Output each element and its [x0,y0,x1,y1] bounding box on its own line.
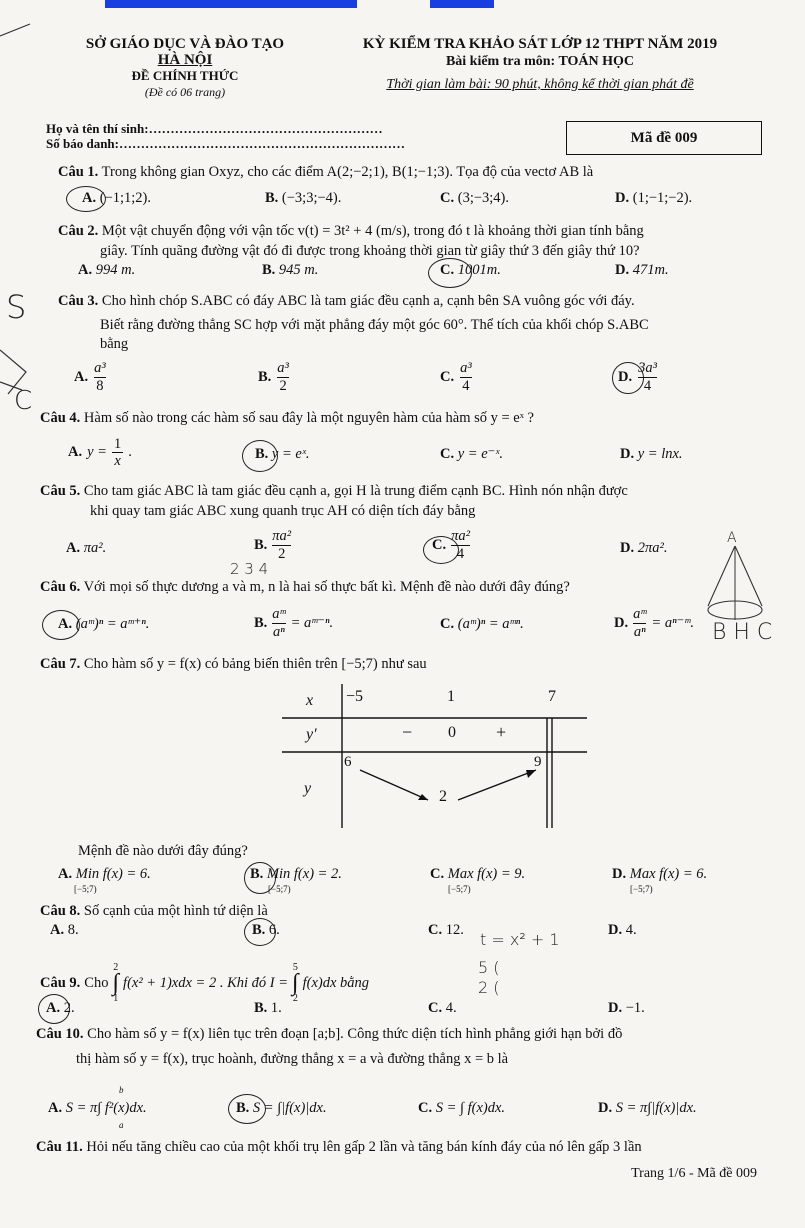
q10-limit-bot-a: a [119,1120,124,1130]
question-5: Câu 5. Cho tam giác ABC là tam giác đều cạnh a, gọi H là trung điểm cạnh BC. Hình nón nhận được [40,483,628,499]
q9-option-b: B. 1. [254,1000,282,1016]
hand-c: C [14,386,33,416]
q5-option-c: C. πa² 4 [432,528,470,562]
question-5-cont: khi quay tam giác ABC xung quanh trục AH có diện tích đáy bằng [90,503,476,519]
q5-option-a: A. πa². [66,540,107,556]
candidate-info [46,121,405,151]
exam-subject: Bài kiểm tra môn: TOÁN HỌC [445,54,635,69]
table-x1: −5 [346,688,364,705]
table-x2: 1 [447,688,455,705]
hand-lims: 5 ( 2 ( [478,958,500,997]
city-name: HÀ NỘI [157,52,213,68]
question-8: Câu 8. Số cạnh của một hình tứ diện là [40,903,268,919]
q7-option-b: B. Min f(x) = 2. [−5;7) [250,866,342,894]
q9-option-a: A. 2. [46,1000,75,1016]
q8-option-d: D. 4. [608,922,637,938]
hand-bhc: B H C [712,620,773,645]
q1-text: Trong không gian Oxyz, cho các điểm A(2;−2;1), B(1;−1;3). Tọa độ của vectơ AB là [101,164,594,180]
q8-option-c: C. 12. [428,922,464,938]
q1-option-a: A. (−1;1;2). [82,190,152,206]
q10-limit-top-a: b [119,1085,124,1095]
q2-option-b: B. 945 m. [262,262,319,278]
q7-option-a: A. Min f(x) = 6. [−5;7) [58,866,151,894]
q1-option-c: C. (3;−3;4). [440,190,510,206]
question-10: Câu 10. Cho hàm số y = f(x) liên tục trên đoạn [a;b]. Công thức diện tích hình phẳng giới hạn bởi đồ [36,1026,623,1042]
q1-label: Câu 1. [58,164,99,180]
table-y2: 2 [439,788,447,805]
q1-option-d: D. (1;−1;−2). [615,190,693,206]
table-x-label: x [306,692,314,709]
table-yprime-label: y′ [306,726,317,743]
candidate-name-label: Họ và tên thí sinh:……………………………………………… [46,121,383,136]
page-count: (Đề có 06 trang) [144,85,226,99]
q9-option-c: C. 4. [428,1000,457,1016]
q10-option-b: B. S = ∫|f(x)|dx. [236,1100,327,1116]
question-6: Câu 6. Với mọi số thực dương a và m, n là hai số thực bất kì. Mệnh đề nào dưới đây đúng? [40,579,570,595]
dept-name: SỞ GIÁO DỤC VÀ ĐÀO TẠO [85,36,285,52]
q6-option-a: A. (aᵐ)ⁿ = aᵐ⁺ⁿ. [58,616,150,632]
q8-option-a: A. 8. [50,922,79,938]
q4-option-b: B. y = eˣ. [255,446,310,462]
header-left [60,36,310,100]
question-10-cont: thị hàm số y = f(x), trục hoành, đường thẳng x = a và đường thẳng x = b là [76,1051,509,1067]
q3-option-b: B. a³ 2 [258,360,289,394]
hand-t-eq: t = x² + 1 [480,930,560,949]
question-3-cont2: bằng [100,336,129,352]
table-plus: + [496,722,507,742]
exam-code-box: Mã đề 009 [566,121,762,155]
table-y1: 6 [344,754,352,770]
q3-option-c: C. a³ 4 [440,360,472,394]
q10-option-a: A. S = π∫ f²(x)dx. [48,1100,147,1116]
question-2-cont: giây. Tính quãng đường vật đó đi được trong khoảng thời gian từ giây thứ 3 đến giây thứ 10? [100,243,640,259]
hand-a-top: A [727,530,737,546]
q6-option-d: D. $\frac{\text{aᵐ}}{\text{aⁿ}}$ = aⁿ⁻ᵐ. [614,606,694,640]
question-3-cont: Biết rằng đường thẳng SC hợp với mặt phẳng đáy một góc 60°. Thể tích của khối chóp S.ABC [100,317,649,333]
table-zero: 0 [448,724,456,741]
table-minus: − [402,722,413,742]
q6-option-c: C. (aᵐ)ⁿ = aᵐⁿ. [440,616,524,632]
q4-option-c: C. y = e⁻ˣ. [440,446,504,462]
table-x3: 7 [548,688,556,705]
header-right [320,36,760,93]
q2-option-d: D. 471m. [615,262,669,278]
table-y-label: y [304,780,312,797]
page-footer: Trang 1/6 - Mã đề 009 [631,1166,757,1181]
exam-time: Thời gian làm bài: 90 phút, không kể thời gian phát đề [386,77,694,92]
hand-nums: 2 3 4 [230,560,269,578]
q7-option-c: C. Max f(x) = 9. [−5;7) [430,866,526,894]
q1-option-b: B. (−3;3;−4). [265,190,342,206]
official-label: ĐỀ CHÍNH THỨC [131,68,239,83]
question-2: Câu 2. Một vật chuyển động với vận tốc v(t) = 3t² + 4 (m/s), trong đó t là khoảng thời gian tính bằng [58,223,644,239]
question-9: Câu 9. Cho 2 ∫ 1 f(x² + 1)xdx = 2 . Khi đó I = 5 ∫ 2 f(x)dx bằng [40,962,370,1004]
q4-option-d: D. y = lnx. [620,446,683,462]
q7-option-d: D. Max f(x) = 6. [−5;7) [612,866,708,894]
question-11: Câu 11. Hỏi nếu tăng chiều cao của một khối trụ lên gấp 2 lần và tăng bán kính đáy của nó lên gấp 3 lần [36,1139,642,1155]
table-y3: 9 [534,754,542,770]
question-7-ask: Mệnh đề nào dưới đây đúng? [78,843,248,859]
q2-option-c: C. 1001m. [440,262,501,278]
q9-option-d: D. −1. [608,1000,645,1016]
q2-option-a: A. 994 m. [78,262,136,278]
exam-title: KỲ KIỂM TRA KHẢO SÁT LỚP 12 THPT NĂM 2019 [362,36,718,52]
q5-option-b: B. πa² 2 [254,528,292,562]
q8-option-b: B. 6. [252,922,280,938]
question-7: Câu 7. Cho hàm số y = f(x) có bảng biến thiên trên [−5;7) như sau [40,656,427,672]
q10-option-d: D. S = π∫|f(x)|dx. [598,1100,697,1116]
q10-option-c: C. S = ∫ f(x)dx. [418,1100,506,1116]
question-1 [58,163,593,181]
question-4: Câu 4. Hàm số nào trong các hàm số sau đây là một nguyên hàm của hàm số y = eˣ ? [40,410,534,426]
q5-option-d: D. 2πa². [620,540,668,556]
hand-s: S [6,288,27,326]
q3-option-a: A. a³ 8 [74,360,106,394]
q4-option-a: A. y = $\frac{1}{x}$ . [68,436,132,469]
candidate-id-label: Số báo danh:………………………………………………………… [46,136,405,151]
variation-table [282,684,587,828]
q3-option-d: D. 3a³ 4 [618,360,657,394]
q6-option-b: B. $\frac{\text{aᵐ}}{\text{aⁿ}}$ = aᵐ⁻ⁿ. [254,606,334,640]
question-3: Câu 3. Cho hình chóp S.ABC có đáy ABC là tam giác đều cạnh a, cạnh bên SA vuông góc với đáy. [58,293,635,309]
